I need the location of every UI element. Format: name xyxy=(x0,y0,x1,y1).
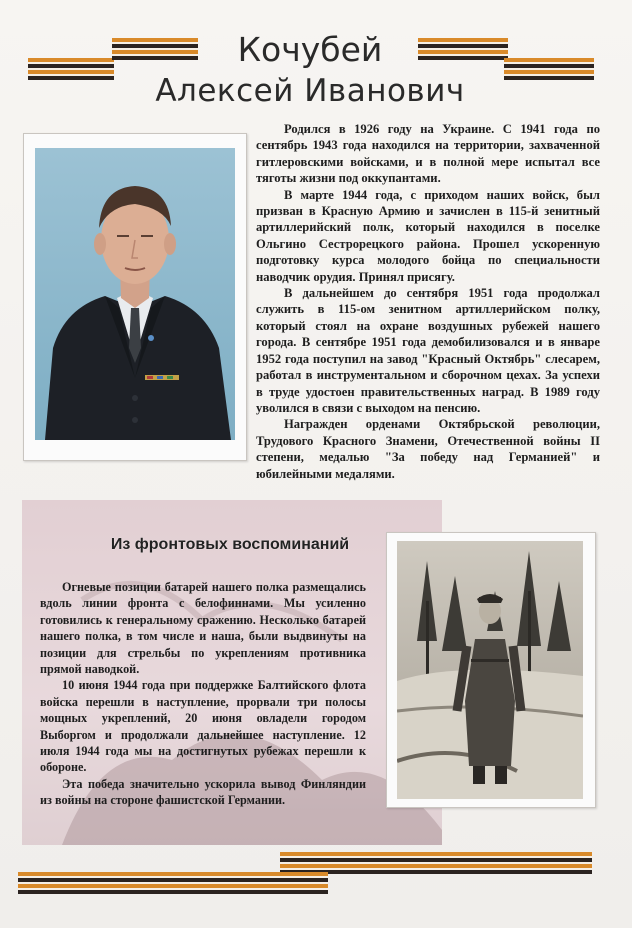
ribbon-top-left-a xyxy=(28,58,114,82)
biography xyxy=(256,121,600,482)
memories-paragraph: Огневые позиции батарей нашего полка размещались вдоль линии фронта с белофиннами. Мы усиленно готовились к генеральному сражению. Несколько батарей нашего полка, в том числе и наша, были выдвинуты на позиции для стрельбы по укреплениям противника прямой наводкой. xyxy=(40,580,366,677)
title-name: Алексей Иванович xyxy=(155,73,465,109)
soldier-photo xyxy=(397,541,583,799)
bio-paragraph: В марте 1944 года, с приходом наших войск, был призван в Красную Армию и зачислен в 115-й зенитный артиллерийский полк, который находился в поселке Ольгино Сестрорецкого района. Прошел ускоренную подготовку курса молодого бойца по специальности наводчик орудия. Принял присягу. xyxy=(256,187,600,284)
soldier-frame xyxy=(386,532,596,808)
ribbon-bottom-left xyxy=(18,872,328,896)
bio-paragraph: В дальнейшем до сентября 1951 года продолжал служить в 115-ом зенитном артиллерийском полку, который стоял на охране воздушных рубежей нашего города. В сентябре 1951 года демобилизовался и в январе 1952 года поступил на завод "Красный Октябрь" слесарем, работал в инструментальном и сборочном цехах. За успехи в труде удостоен правительственных наград. В 1989 году уволился в связи с выходом на пенсию. xyxy=(256,286,600,415)
title-surname: Кочубей xyxy=(237,30,383,69)
portrait-photo xyxy=(35,148,235,440)
memories-paragraph: 10 июня 1944 года при поддержке Балтийского флота войска перешли в наступление, прорвали три полосы мощных укреплений, 20 июня овладели городом Выборгом и продолжали дальнейшее наступление. 12 июля 1944 года мы на достигнутых рубежах перешли к обороне. xyxy=(40,678,366,775)
memories-heading: Из фронтовых воспоминаний xyxy=(110,536,350,553)
ribbon-top-right-b xyxy=(504,58,594,82)
memories-paragraph: Эта победа значительно ускорила вывод Финляндии из войны на стороне фашистской Германии. xyxy=(40,776,366,808)
bio-paragraph: Награжден орденами Октябрьской революции, Трудового Красного Знамени, Отечественной войны II степени, медалью "За победу над Германией" и юбилейными медалями. xyxy=(256,417,600,481)
portrait-frame xyxy=(23,133,247,461)
memories-text xyxy=(40,579,366,809)
bio-paragraph: Родился в 1926 году на Украине. С 1941 года по сентябрь 1943 года находился на территории, захваченной гитлеровскими войсками, и в полной мере испытал все тяготы жизни под оккупантами. xyxy=(256,122,600,186)
